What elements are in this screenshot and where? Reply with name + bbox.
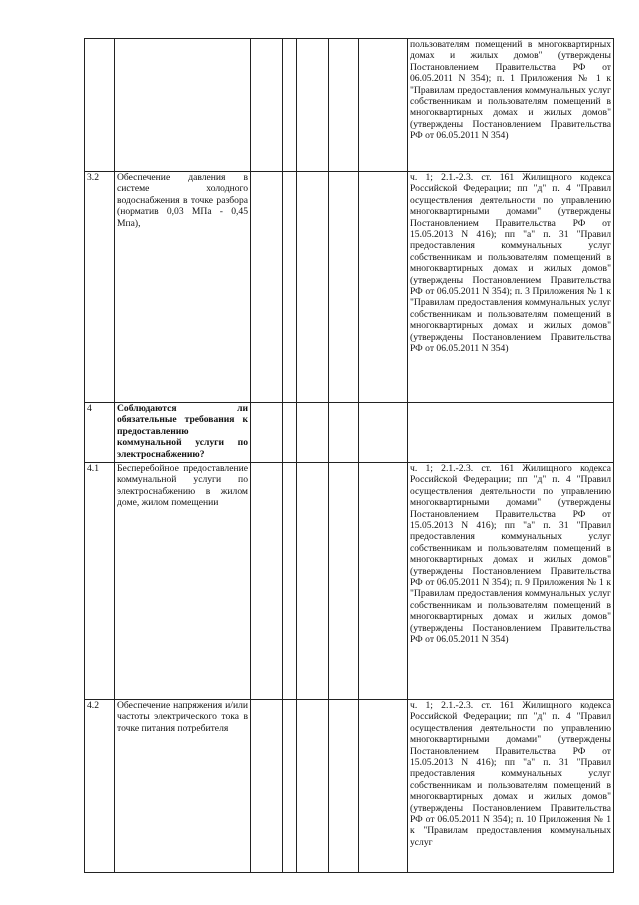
table-row xyxy=(85,172,614,403)
check-cell-note xyxy=(359,39,408,172)
check-cell-extra xyxy=(329,700,359,873)
check-cell-extra xyxy=(329,39,359,172)
row-number: 3.2 xyxy=(85,172,115,403)
check-cell-na xyxy=(297,403,329,463)
row-number: 4.2 xyxy=(85,700,115,873)
check-cell-na xyxy=(297,39,329,172)
check-cell-note xyxy=(359,463,408,700)
legal-reference: ч. 1; 2.1.-2.3. ст. 161 Жилищного кодекса Российской Федерации; пп "д" п. 4 "Правил осуществления деятельности по управлению многоквартирными домами" (утверждены Постановлением Правительства РФ от 15.05.2013 N 416); пп "а" п. 31 "Правил предоставления коммунальных услуг собственникам и пользователям помещений в многоквартирных домах и жилых домов" (утверждены Постановлением Правительства РФ от 06.05.2011 N 354); п. 3 Приложения № 1 к "Правилам предоставления коммунальных услуг собственникам и пользователям помещений в многоквартирных домах и жилых домов" (утверждены Постановлением Правительства РФ от 06.05.2011 N 354) xyxy=(408,172,614,403)
row-number xyxy=(85,39,115,172)
table-row xyxy=(85,700,614,873)
check-cell-yes xyxy=(251,39,283,172)
section-heading: Соблюдаются ли обязательные требования к предоставлению коммунальной услуги по электроснабжению? xyxy=(115,403,251,463)
check-cell-no xyxy=(283,700,297,873)
check-cell-note xyxy=(359,700,408,873)
check-cell-extra xyxy=(329,463,359,700)
check-cell-na xyxy=(297,172,329,403)
check-cell-extra xyxy=(329,172,359,403)
check-cell-no xyxy=(283,403,297,463)
requirement-description: Бесперебойное предоставление коммунальной услуги по электроснабжению в жилом доме, жилом помещении xyxy=(115,463,251,700)
row-number: 4 xyxy=(85,403,115,463)
check-cell-yes xyxy=(251,172,283,403)
requirement-description: Обеспечение давления в системе холодного водоснабжения в точке разбора (норматив 0,03 МПа - 0,45 Мпа), xyxy=(115,172,251,403)
check-cell-note xyxy=(359,172,408,403)
legal-reference: ч. 1; 2.1.-2.3. ст. 161 Жилищного кодекса Российской Федерации; пп "д" п. 4 "Правил осуществления деятельности по управлению многоквартирными домами" (утверждены Постановлением Правительства РФ от 15.05.2013 N 416); пп "а" п. 31 "Правил предоставления коммунальных услуг собственникам и пользователям помещений в многоквартирных домах и жилых домов" (утверждены Постановлением Правительства РФ от 06.05.2011 N 354); п. 10 Приложения № 1 к "Правилам предоставления коммунальных услуг xyxy=(408,700,614,873)
requirement-description xyxy=(115,39,251,172)
requirements-table xyxy=(84,38,614,873)
legal-reference: ч. 1; 2.1.-2.3. ст. 161 Жилищного кодекса Российской Федерации; пп "д" п. 4 "Правил осуществления деятельности по управлению многоквартирными домами" (утверждены Постановлением Правительства РФ от 15.05.2013 N 416); пп "а" п. 31 "Правил предоставления коммунальных услуг собственникам и пользователям помещений в многоквартирных домах и жилых домов" (утверждены Постановлением Правительства РФ от 06.05.2011 N 354); п. 9 Приложения № 1 к "Правилам предоставления коммунальных услуг собственникам и пользователям помещений в многоквартирных домах и жилых домов" (утверждены Постановлением Правительства РФ от 06.05.2011 N 354) xyxy=(408,463,614,700)
row-number: 4.1 xyxy=(85,463,115,700)
check-cell-yes xyxy=(251,463,283,700)
check-cell-no xyxy=(283,463,297,700)
check-cell-na xyxy=(297,700,329,873)
check-cell-note xyxy=(359,403,408,463)
check-cell-yes xyxy=(251,403,283,463)
check-cell-yes xyxy=(251,700,283,873)
check-cell-extra xyxy=(329,403,359,463)
requirement-description: Обеспечение напряжения и/или частоты электрического тока в точке питания потребителя xyxy=(115,700,251,873)
legal-reference xyxy=(408,403,614,463)
check-cell-na xyxy=(297,463,329,700)
check-cell-no xyxy=(283,172,297,403)
table-row xyxy=(85,39,614,172)
table-row xyxy=(85,463,614,700)
check-cell-no xyxy=(283,39,297,172)
legal-reference: пользователям помещений в многоквартирных домах и жилых домов" (утверждены Постановлением Правительства РФ от 06.05.2011 N 354); п. 1 Приложения № 1 к "Правилам предоставления коммунальных услуг собственникам и пользователям помещений в многоквартирных домах и жилых домов" (утверждены Постановлением Правительства РФ от 06.05.2011 N 354) xyxy=(408,39,614,172)
table-row xyxy=(85,403,614,463)
